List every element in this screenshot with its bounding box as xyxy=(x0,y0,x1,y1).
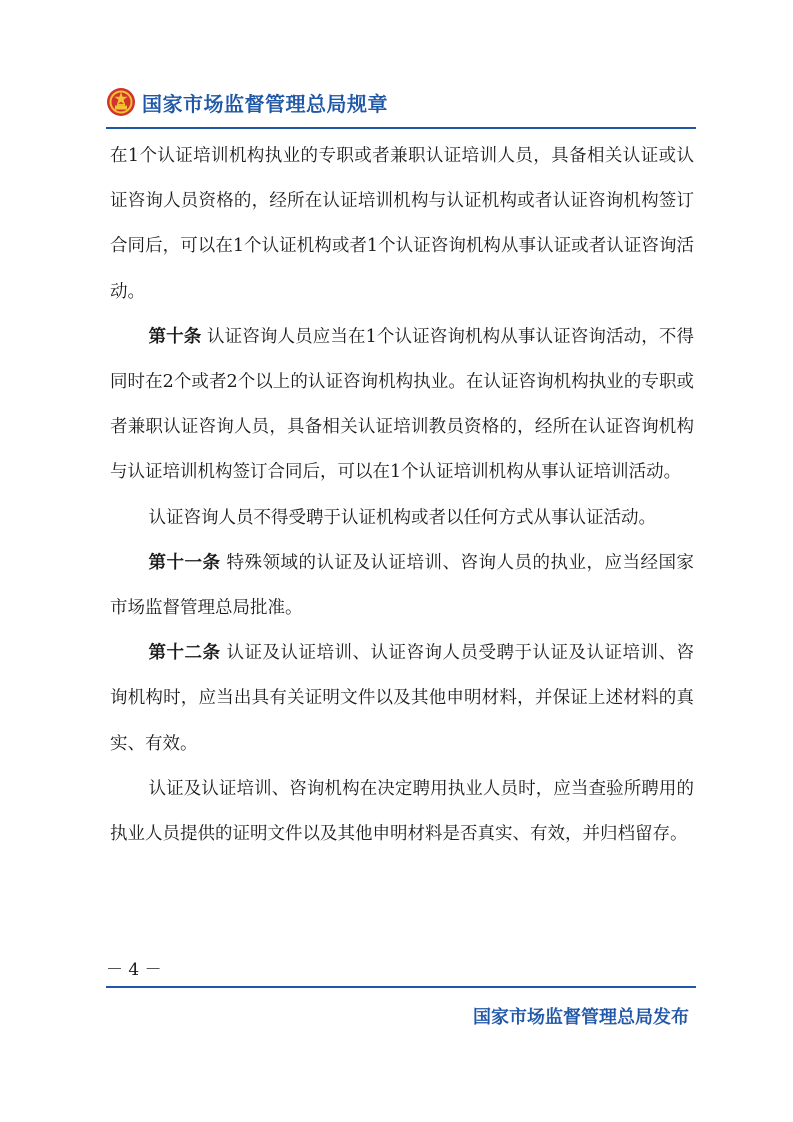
paragraph-continuation: 在1个认证培训机构执业的专职或者兼职认证培训人员，具备相关认证或认证咨询人员资格的，经所在认证培训机构与认证机构或者认证咨询机构签订合同后，可以在1个认证机构或者1个认证咨询机构从事认证或者认证咨询活动。 xyxy=(110,146,694,302)
page-header xyxy=(106,82,388,122)
article-11 xyxy=(110,541,694,631)
article-12-label: 第十二条 xyxy=(148,643,221,664)
article-10 xyxy=(110,315,694,496)
article-10-label: 第十条 xyxy=(148,326,202,347)
article-12-text: 认证及认证培训、认证咨询人员受聘于认证及认证培训、咨询机构时，应当出具有关证明文件以及其他申明材料，并保证上述材料的真实、有效。 xyxy=(110,643,695,754)
article-11-label: 第十一条 xyxy=(148,552,221,573)
national-emblem-icon xyxy=(106,87,136,117)
header-title: 国家市场监督管理总局规章 xyxy=(142,91,388,116)
footer-rule xyxy=(106,986,696,988)
publisher-label: 国家市场监督管理总局发布 xyxy=(473,1007,689,1028)
paragraph: 认证咨询人员不得受聘于认证机构或者以任何方式从事认证活动。 xyxy=(148,507,656,528)
paragraph: 认证及认证培训、咨询机构在决定聘用执业人员时，应当查验所聘用的执业人员提供的证明文件以及其他申明材料是否真实、有效，并归档留存。 xyxy=(110,778,694,845)
article-10-text: 认证咨询人员应当在1个认证咨询机构从事认证咨询活动，不得同时在2个或者2个以上的认证咨询机构执业。在认证咨询机构执业的专职或者兼职认证咨询人员，具备相关认证培训教员资格的，经所在认证咨询机构与认证培训机构签订合同后，可以在1个认证培训机构从事认证培训活动。 xyxy=(110,326,694,483)
article-12 xyxy=(110,631,694,767)
header-rule xyxy=(106,127,696,129)
article-11-text: 特殊领域的认证及认证培训、咨询人员的执业，应当经国家市场监督管理总局批准。 xyxy=(110,552,695,619)
document-body xyxy=(110,134,694,857)
page-number: － 4 － xyxy=(106,960,162,980)
